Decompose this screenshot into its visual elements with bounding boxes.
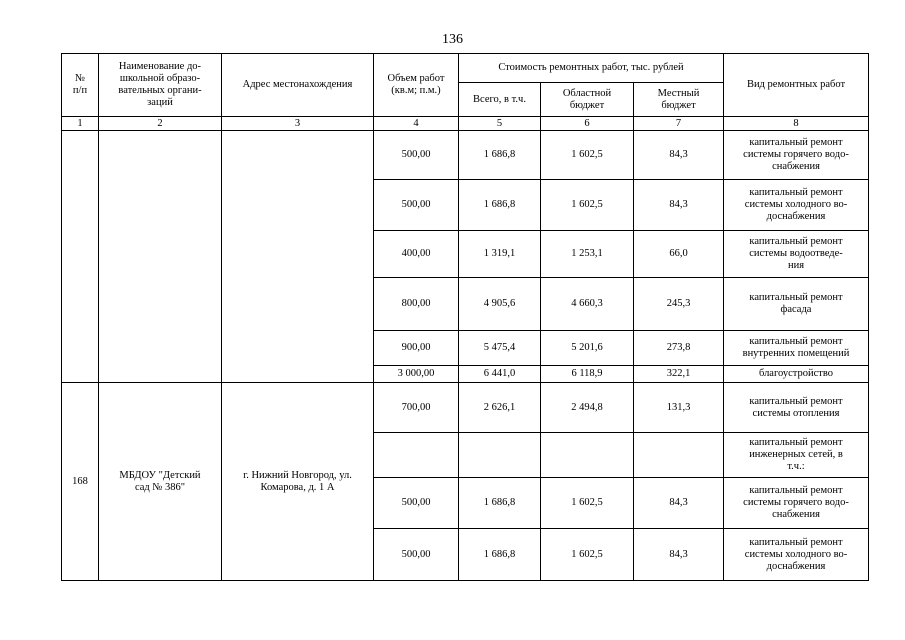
- cell-total: 4 905,6: [459, 278, 541, 331]
- cell-local: 322,1: [634, 366, 724, 383]
- cell-local: 84,3: [634, 478, 724, 529]
- column-number-row: [62, 117, 869, 131]
- cell-kind: капитальный ремонт системы водоотведе- ния: [724, 231, 869, 278]
- cell-kind: капитальный ремонт внутренних помещений: [724, 331, 869, 366]
- header-regional: Областной бюджет: [541, 83, 634, 117]
- cell-local: 245,3: [634, 278, 724, 331]
- cell-kind: капитальный ремонт инженерных сетей, в т.ч.:: [724, 433, 869, 478]
- cell-kind: капитальный ремонт системы холодного во- доснабжения: [724, 180, 869, 231]
- row-name-cell: МБДОУ "Детский сад № 386": [99, 383, 222, 581]
- cell-local: 273,8: [634, 331, 724, 366]
- cell-regional: 1 602,5: [541, 180, 634, 231]
- cell-kind: капитальный ремонт системы горячего водо- снабжения: [724, 478, 869, 529]
- cell-local: 84,3: [634, 180, 724, 231]
- cell-volume: 500,00: [374, 529, 459, 581]
- repair-works-table: [61, 53, 869, 581]
- cell-kind: благоустройство: [724, 366, 869, 383]
- header-volume: Объем работ (кв.м; п.м.): [374, 54, 459, 117]
- cell-regional: 5 201,6: [541, 331, 634, 366]
- cell-kind: капитальный ремонт системы горячего водо- снабжения: [724, 131, 869, 180]
- page-number: 136: [442, 32, 463, 47]
- cell-volume: 500,00: [374, 180, 459, 231]
- row-num-cell: [62, 131, 99, 383]
- header-row-1: [62, 54, 869, 83]
- cell-total: 1 686,8: [459, 180, 541, 231]
- cell-regional: 1 253,1: [541, 231, 634, 278]
- cell-kind: капитальный ремонт системы отопления: [724, 383, 869, 433]
- header-local: Местный бюджет: [634, 83, 724, 117]
- col-number: 7: [634, 117, 724, 131]
- cell-kind: капитальный ремонт фасада: [724, 278, 869, 331]
- cell-total: 1 686,8: [459, 478, 541, 529]
- header-num: № п/п: [62, 54, 99, 117]
- cell-local: 84,3: [634, 529, 724, 581]
- table-row: [62, 131, 869, 180]
- cell-local: [634, 433, 724, 478]
- cell-volume: 500,00: [374, 131, 459, 180]
- row-name-cell: [99, 131, 222, 383]
- col-number: 3: [222, 117, 374, 131]
- table-row: [62, 383, 869, 433]
- cell-total: 6 441,0: [459, 366, 541, 383]
- cell-total: [459, 433, 541, 478]
- cell-volume: 400,00: [374, 231, 459, 278]
- header-total: Всего, в т.ч.: [459, 83, 541, 117]
- col-number: 1: [62, 117, 99, 131]
- cell-regional: 4 660,3: [541, 278, 634, 331]
- cell-total: 2 626,1: [459, 383, 541, 433]
- col-number: 2: [99, 117, 222, 131]
- header-kind: Вид ремонтных работ: [724, 54, 869, 117]
- cell-total: 1 319,1: [459, 231, 541, 278]
- cell-regional: 1 602,5: [541, 131, 634, 180]
- cell-local: 131,3: [634, 383, 724, 433]
- cell-volume: 800,00: [374, 278, 459, 331]
- row-address-cell: [222, 131, 374, 383]
- col-number: 8: [724, 117, 869, 131]
- col-number: 5: [459, 117, 541, 131]
- cell-local: 84,3: [634, 131, 724, 180]
- cell-regional: [541, 433, 634, 478]
- cell-total: 1 686,8: [459, 131, 541, 180]
- cell-volume: 500,00: [374, 478, 459, 529]
- cell-regional: 2 494,8: [541, 383, 634, 433]
- cell-local: 66,0: [634, 231, 724, 278]
- cell-regional: 6 118,9: [541, 366, 634, 383]
- cell-volume: 3 000,00: [374, 366, 459, 383]
- cell-regional: 1 602,5: [541, 478, 634, 529]
- cell-total: 1 686,8: [459, 529, 541, 581]
- header-name: Наименование до- школьной образо- вательных органи- заций: [99, 54, 222, 117]
- row-address-cell: г. Нижний Новгород, ул. Комарова, д. 1 А: [222, 383, 374, 581]
- cell-total: 5 475,4: [459, 331, 541, 366]
- col-number: 4: [374, 117, 459, 131]
- cell-volume: 900,00: [374, 331, 459, 366]
- row-num-cell: 168: [62, 383, 99, 581]
- cell-regional: 1 602,5: [541, 529, 634, 581]
- cell-volume: [374, 433, 459, 478]
- cell-volume: 700,00: [374, 383, 459, 433]
- header-address: Адрес местонахождения: [222, 54, 374, 117]
- col-number: 6: [541, 117, 634, 131]
- cell-kind: капитальный ремонт системы холодного во- доснабжения: [724, 529, 869, 581]
- header-cost-group: Стоимость ремонтных работ, тыс. рублей: [459, 54, 724, 83]
